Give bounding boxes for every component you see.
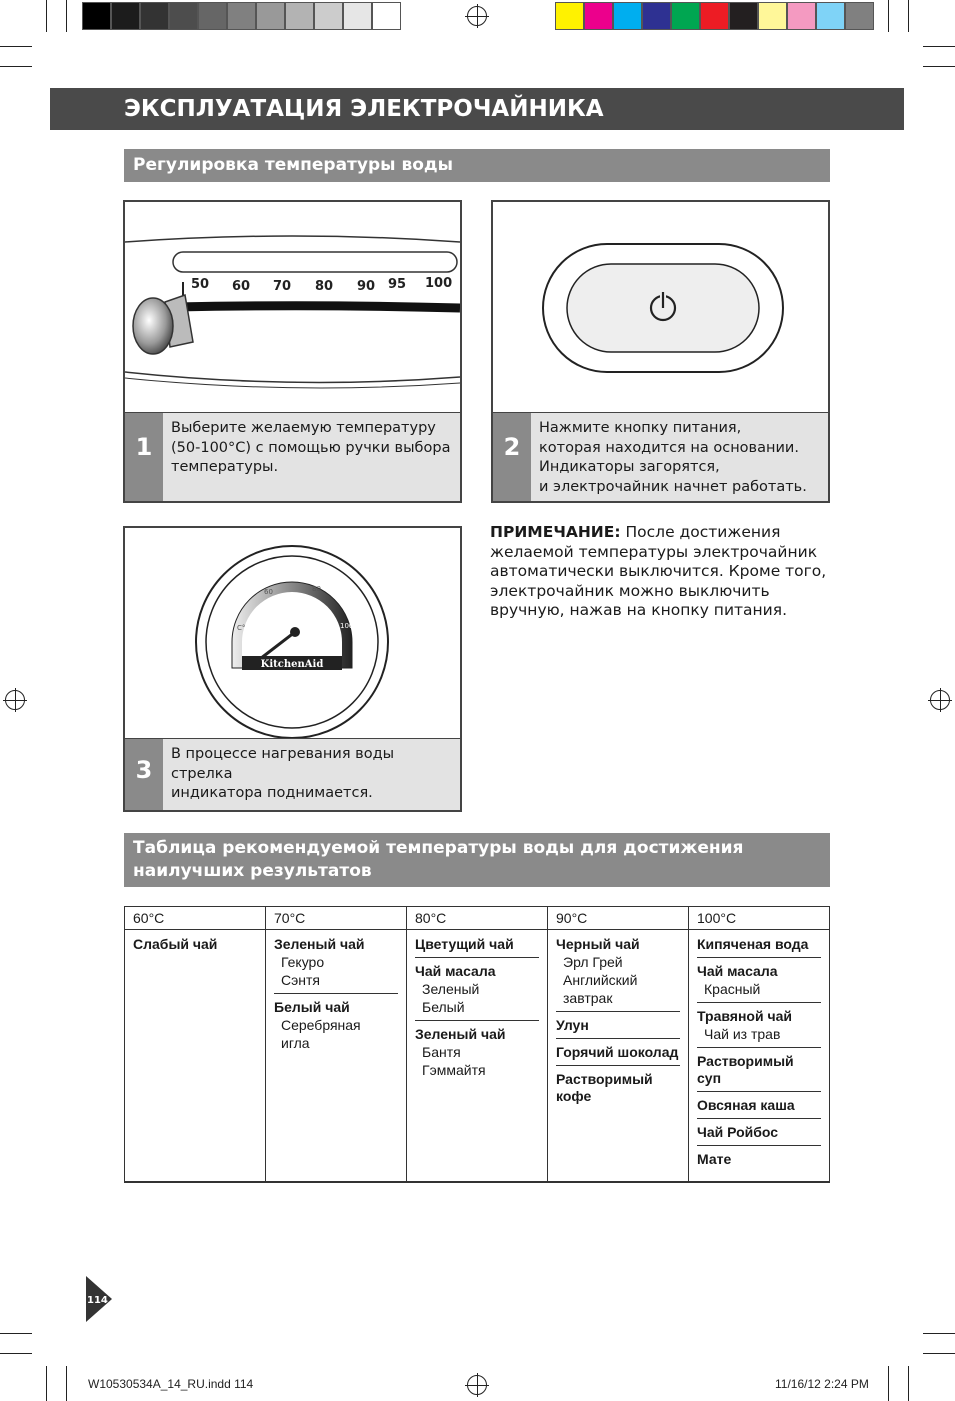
tea-group (556, 936, 680, 1012)
tea-group (697, 1053, 821, 1092)
color-swatch (256, 2, 285, 30)
color-swatch (82, 2, 111, 30)
tea-group-name: Белый чай (274, 999, 350, 1015)
color-swatch (642, 2, 671, 30)
tea-group (415, 963, 539, 1021)
crop-mark (888, 1366, 889, 1401)
color-swatch (816, 2, 845, 30)
tea-variety: Чай из трав (704, 1026, 781, 1042)
color-swatch (845, 2, 874, 30)
table-cell (689, 930, 830, 1183)
note-label: ПРИМЕЧАНИЕ: (490, 523, 621, 541)
tea-group (697, 963, 821, 1003)
tea-group (133, 936, 257, 957)
registration-mark-icon (5, 690, 25, 710)
crop-mark (923, 46, 955, 47)
table-cell (266, 930, 407, 1183)
tea-group-name: Зеленый чай (274, 936, 365, 952)
crop-mark (0, 1333, 32, 1334)
tea-group-name: Зеленый чай (415, 1026, 506, 1042)
crop-mark (66, 0, 67, 32)
color-swatch (584, 2, 613, 30)
tea-group-name: Растворимый кофе (556, 1071, 653, 1104)
page-number: 114 (87, 1295, 108, 1306)
tea-group-name: Кипяченая вода (697, 936, 809, 952)
dial-label: 90 (357, 279, 376, 294)
color-swatch (140, 2, 169, 30)
tea-group (697, 1097, 821, 1119)
gauge-label: C° (237, 624, 246, 632)
tea-variety: Гекуро (281, 954, 325, 970)
step-number: 1 (125, 413, 163, 501)
dial-label: 95 (388, 277, 407, 292)
color-swatch (758, 2, 787, 30)
color-swatch (700, 2, 729, 30)
color-swatch (314, 2, 343, 30)
brand-logo: KitchenAid (260, 659, 324, 670)
tea-group (274, 936, 398, 994)
table-cell (125, 930, 266, 1183)
section-title-table: Таблица рекомендуемой температуры воды для достижения наилучших результатов (124, 833, 830, 887)
registration-mark-icon (467, 6, 487, 26)
tea-group (697, 936, 821, 958)
table-cell (548, 930, 689, 1183)
power-button-illustration (493, 202, 828, 414)
dial-label: 80 (315, 279, 334, 294)
tea-variety: Красный (704, 981, 761, 997)
tea-variety: игла (281, 1035, 310, 1051)
tea-group (274, 999, 398, 1056)
tea-variety: Сэнтя (281, 972, 320, 988)
tea-group-name: Растворимый суп (697, 1053, 794, 1086)
step-number: 2 (493, 413, 531, 501)
color-swatch (671, 2, 700, 30)
tea-group (697, 1124, 821, 1146)
crop-mark (923, 1333, 955, 1334)
section-title-temperature: Регулировка температуры воды (124, 149, 830, 182)
page-title: ЭКСПЛУАТАЦИЯ ЭЛЕКТРОЧАЙНИКА (50, 88, 904, 130)
temperature-dial-illustration (125, 202, 460, 414)
step-panel-2 (491, 200, 830, 503)
dial-label: 50 (191, 277, 210, 292)
tea-group (556, 1044, 680, 1066)
crop-mark (908, 0, 909, 32)
color-swatch (787, 2, 816, 30)
crop-mark (0, 66, 32, 67)
temperature-gauge-illustration (125, 528, 460, 740)
tea-group (415, 936, 539, 958)
color-swatch (285, 2, 314, 30)
tea-variety: Серебряная (281, 1017, 361, 1033)
footer-date: 11/16/12 2:24 PM (775, 1377, 869, 1391)
table-cell (407, 930, 548, 1183)
tea-group-name: Улун (556, 1017, 589, 1033)
tea-variety: Бантя (422, 1044, 461, 1060)
color-swatch (613, 2, 642, 30)
step-text: Выберите желаемую температуру (50-100°C) с помощью ручки выбора температуры. (171, 420, 451, 475)
tea-variety: завтрак (563, 990, 613, 1006)
crop-mark (46, 1366, 47, 1401)
dial-label: 70 (273, 279, 292, 294)
color-swatch (198, 2, 227, 30)
color-swatch (372, 2, 401, 30)
step-panel-1 (123, 200, 462, 503)
gauge-label: 80 (312, 585, 321, 593)
temperature-table (124, 906, 830, 1183)
tea-variety: Эрл Грей (563, 954, 623, 970)
table-header: 90°C (548, 907, 689, 930)
step-panel-3 (123, 526, 462, 812)
tea-group (415, 1026, 539, 1083)
color-swatch (111, 2, 140, 30)
crop-mark (0, 1353, 32, 1354)
tea-group-name: Черный чай (556, 936, 640, 952)
tea-group-name: Горячий шоколад (556, 1044, 679, 1060)
table-header: 100°C (689, 907, 830, 930)
gauge-label: 60 (264, 588, 273, 596)
color-swatch (555, 2, 584, 30)
tea-group-name: Цветущий чай (415, 936, 514, 952)
tea-group (556, 1017, 680, 1039)
page-number-tab (86, 1276, 112, 1322)
dial-label: 100 (425, 276, 453, 291)
table-header: 70°C (266, 907, 407, 930)
note-text: После достижения желаемой температуры электрочайник автоматически выключится. Кроме того, электрочайник можно выключить вручную, нажав на кнопку питания. (490, 523, 827, 619)
color-swatch (729, 2, 758, 30)
tea-group (697, 1151, 821, 1172)
step-text: Нажмите кнопку питания, которая находится на основании. Индикаторы загорятся, и электрочайник начнет работать. (539, 420, 807, 495)
tea-group-name: Слабый чай (133, 936, 218, 952)
step-text: В процессе нагревания воды стрелка индикатора поднимается. (171, 746, 395, 801)
tea-group-name: Овсяная каша (697, 1097, 795, 1113)
registration-mark-icon (467, 1375, 487, 1395)
crop-mark (923, 66, 955, 67)
step-number: 3 (125, 739, 163, 810)
crop-mark (908, 1366, 909, 1401)
table-header: 60°C (125, 907, 266, 930)
dial-label: 60 (232, 279, 251, 294)
crop-mark (923, 1353, 955, 1354)
registration-mark-icon (930, 690, 950, 710)
table-header: 80°C (407, 907, 548, 930)
tea-group-name: Мате (697, 1151, 732, 1167)
tea-variety: Зеленый (422, 981, 480, 997)
tea-variety: Белый (422, 999, 465, 1015)
color-swatch (169, 2, 198, 30)
color-swatch (343, 2, 372, 30)
tea-group-name: Чай масала (697, 963, 778, 979)
gauge-label: 100 (340, 622, 354, 630)
tea-group-name: Травяной чай (697, 1008, 792, 1024)
tea-group-name: Чай масала (415, 963, 496, 979)
tea-group (697, 1008, 821, 1048)
crop-mark (46, 0, 47, 32)
footer-filename: W10530534A_14_RU.indd 114 (88, 1377, 254, 1391)
tea-variety: Гэммайтя (422, 1062, 486, 1078)
crop-mark (66, 1366, 67, 1401)
note (490, 523, 835, 621)
crop-mark (0, 46, 32, 47)
color-swatch (227, 2, 256, 30)
tea-group-name: Чай Ройбос (697, 1124, 779, 1140)
crop-mark (888, 0, 889, 32)
tea-variety: Английский (563, 972, 638, 988)
tea-group (556, 1071, 680, 1109)
